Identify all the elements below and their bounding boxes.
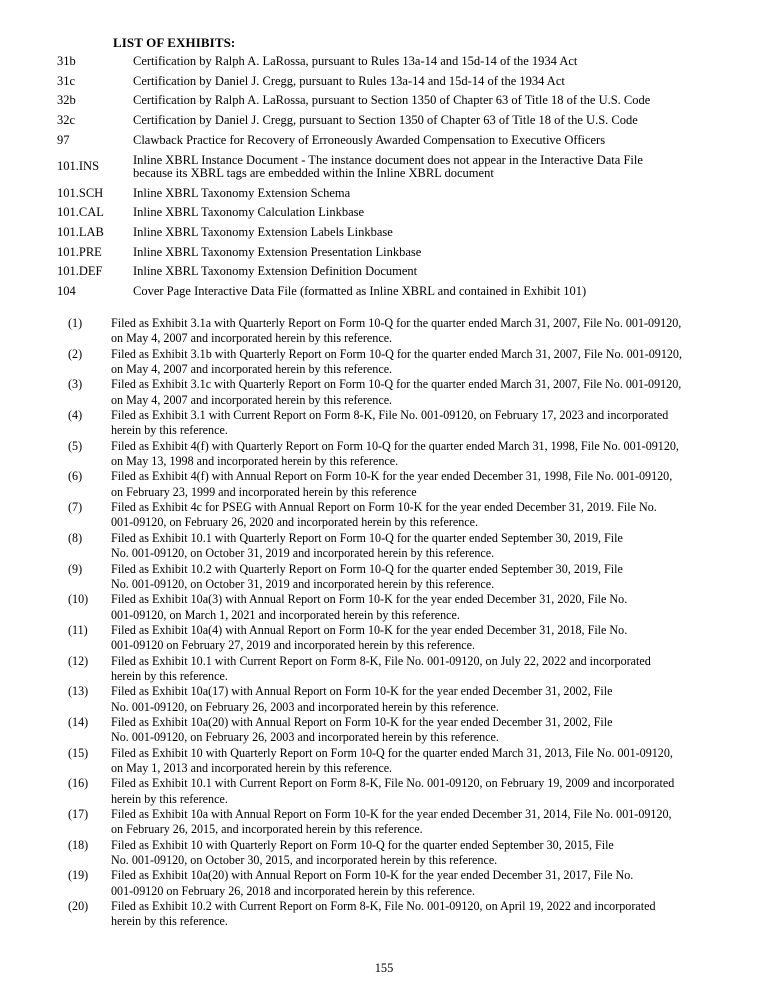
text-line: Filed as Exhibit 10a(4) with Annual Report on Form 10-K for the year ended December 31, 2018, File No. [111,622,628,637]
exhibit-row [57,285,747,298]
footnote-number: (3) [68,377,83,392]
text-line: on May 4, 2007 and incorporated herein by this reference. [111,331,393,346]
exhibit-number: 101.SCH [57,185,104,200]
footnote-item [68,562,754,593]
footnote-text [111,807,754,838]
footnote-number: (5) [68,438,83,453]
footnote-item [68,684,754,715]
footnote-number: (15) [68,745,89,760]
exhibit-description [133,75,733,88]
exhibit-number: 97 [57,132,70,147]
text-line: Filed as Exhibit 10 with Quarterly Report on Form 10-Q for the quarter ended March 31, 2013, File No. 001-09120, [111,745,673,760]
footnote-item [68,377,754,408]
text-line: Filed as Exhibit 10.1 with Quarterly Report on Form 10-Q for the quarter ended September 30, 2019, File [111,530,623,545]
text-line: herein by this reference. [111,791,228,806]
footnote-number: (7) [68,500,83,515]
text-line: on May 4, 2007 and incorporated herein by this reference. [111,362,393,377]
footnote-item [68,868,754,899]
exhibit-number: 32c [57,113,76,128]
exhibit-description [133,206,733,219]
text-line: No. 001-09120, on February 26, 2003 and incorporated herein by this reference. [111,699,499,714]
exhibit-description [133,265,733,278]
footnote-number: (20) [68,899,89,914]
text-line: No. 001-09120, on October 30, 2015, and incorporated herein by this reference. [111,853,498,868]
text-line: Inline XBRL Taxonomy Extension Definition Document [133,264,418,279]
footnote-number: (6) [68,469,83,484]
text-line: because its XBRL tags are embedded within the Inline XBRL document [133,165,494,180]
footnote-text [111,715,754,746]
text-line: Filed as Exhibit 10.1 with Current Report on Form 8-K, File No. 001-09120, on July 22, 2022 and incorporated [111,653,651,668]
exhibit-number: 101.CAL [57,205,104,220]
footnote-number: (4) [68,408,83,423]
text-line: 001-09120 on February 26, 2018 and incorporated herein by this reference. [111,883,476,898]
footnote-number: (16) [68,776,89,791]
exhibit-row [57,154,747,181]
exhibit-row [57,75,747,88]
footnote-item [68,654,754,685]
footnote-number: (18) [68,837,89,852]
footnote-text [111,868,754,899]
text-line: 001-09120 on February 27, 2019 and incorporated herein by this reference. [111,638,476,653]
exhibit-row [57,94,747,107]
footnote-text [111,531,754,562]
footnote-text [111,746,754,777]
footnote-number: (19) [68,868,89,883]
exhibit-description [133,187,733,200]
exhibit-description [133,55,733,68]
text-line: Filed as Exhibit 10a(3) with Annual Report on Form 10-K for the year ended December 31, 2020, File No. [111,592,628,607]
text-line: Inline XBRL Instance Document - The instance document does not appear in the Interactive Data File [133,152,643,167]
footnote-text [111,377,754,408]
text-line: Filed as Exhibit 10 with Quarterly Report on Form 10-Q for the quarter ended September 30, 2015, File [111,837,614,852]
footnote-number: (9) [68,561,83,576]
footnote-item [68,623,754,654]
page-number: 155 [374,961,394,975]
footnote-item [68,439,754,470]
footnote-item [68,899,754,930]
footnote-text [111,469,754,500]
text-line: Filed as Exhibit 4(f) with Quarterly Report on Form 10-Q for the quarter ended March 31, 1998, File No. 001-09120, [111,438,679,453]
text-line: Certification by Ralph A. LaRossa, pursuant to Section 1350 of Chapter 63 of Title 18 of the U.S. Code [133,93,651,108]
footnote-item [68,500,754,531]
text-line: herein by this reference. [111,423,228,438]
footnote-text [111,500,754,531]
footnote-text [111,316,754,347]
text-line: No. 001-09120, on October 31, 2019 and incorporated herein by this reference. [111,546,495,561]
footnote-text [111,654,754,685]
exhibit-number: 104 [57,284,76,299]
footnote-item [68,469,754,500]
exhibits-title: LIST OF EXHIBITS: [113,35,236,50]
exhibit-number: 101.INS [57,159,100,174]
text-line: Certification by Daniel J. Cregg, pursuant to Rules 13a-14 and 15d-14 of the 1934 Act [133,73,565,88]
text-line: Certification by Daniel J. Cregg, pursuant to Section 1350 of Chapter 63 of Title 18 of the U.S. Code [133,113,638,128]
footnote-text [111,439,754,470]
footnote-text [111,776,754,807]
footnote-item [68,746,754,777]
footnote-text [111,347,754,378]
text-line: 001-09120, on February 26, 2020 and incorporated herein by this reference. [111,515,479,530]
text-line: Filed as Exhibit 10a(20) with Annual Report on Form 10-K for the year ended December 31, 2002, File [111,714,613,729]
text-line: Filed as Exhibit 3.1b with Quarterly Report on Form 10-Q for the quarter ended March 31, 2007, File No. 001-09120, [111,346,682,361]
footnote-text [111,408,754,439]
footnote-text [111,899,754,930]
footnote-text [111,684,754,715]
exhibit-row [57,246,747,259]
exhibit-description [133,285,733,298]
exhibit-row [57,55,747,68]
text-line: 001-09120, on March 1, 2021 and incorporated herein by this reference. [111,607,460,622]
footnote-text [111,838,754,869]
exhibit-row [57,114,747,127]
exhibit-list [57,55,747,305]
footnote-text [111,623,754,654]
text-line: Inline XBRL Taxonomy Extension Schema [133,185,351,200]
exhibit-row [57,187,747,200]
text-line: Filed as Exhibit 10a(17) with Annual Report on Form 10-K for the year ended December 31, 2002, File [111,684,613,699]
text-line: Inline XBRL Taxonomy Calculation Linkbase [133,205,365,220]
text-line: Filed as Exhibit 4(f) with Annual Report on Form 10-K for the year ended December 31, 1998, File No. 001-09120, [111,469,673,484]
footnote-item [68,531,754,562]
text-line: herein by this reference. [111,668,228,683]
exhibit-row [57,134,747,147]
footnote-item [68,316,754,347]
footnote-text [111,592,754,623]
text-line: Filed as Exhibit 4c for PSEG with Annual Report on Form 10-K for the year ended December 31, 2019. File No. [111,500,657,515]
text-line: on May 13, 1998 and incorporated herein by this reference. [111,454,399,469]
text-line: on February 26, 2015, and incorporated herein by this reference. [111,822,423,837]
footnote-number: (13) [68,684,89,699]
footnote-item [68,838,754,869]
exhibit-number: 31b [57,54,76,68]
exhibit-row [57,206,747,219]
footnote-number: (12) [68,653,89,668]
text-line: Filed as Exhibit 10a with Annual Report on Form 10-K for the year ended December 31, 2014, File No. 001-09120, [111,807,672,821]
footnote-number: (8) [68,530,83,545]
exhibit-description [133,94,733,107]
exhibit-description [133,226,733,239]
text-line: on May 4, 2007 and incorporated herein by this reference. [111,392,393,407]
footnote-item [68,592,754,623]
exhibit-row [57,226,747,239]
footnote-item [68,715,754,746]
text-line: No. 001-09120, on February 26, 2003 and incorporated herein by this reference. [111,730,499,745]
text-line: Filed as Exhibit 3.1 with Current Report on Form 8-K, File No. 001-09120, on February 17, 2023 and incorporated [111,408,669,423]
footnote-number: (11) [68,622,88,637]
text-line: Filed as Exhibit 10.1 with Current Report on Form 8-K, File No. 001-09120, on February 19, 2009 and incorporated [111,776,675,791]
exhibit-description [133,154,733,181]
footnote-item [68,408,754,439]
text-line: Clawback Practice for Recovery of Erroneously Awarded Compensation to Executive Officers [133,132,606,147]
exhibit-description [133,134,733,147]
text-line: No. 001-09120, on October 31, 2019 and incorporated herein by this reference. [111,576,495,591]
footnote-item [68,776,754,807]
exhibit-number: 101.DEF [57,264,103,279]
footnote-number: (14) [68,714,89,729]
text-line: Filed as Exhibit 3.1a with Quarterly Report on Form 10-Q for the quarter ended March 31, 2007, File No. 001-09120, [111,316,682,330]
footnote-number: (10) [68,592,89,607]
footnote-text [111,562,754,593]
exhibit-number: 32b [57,93,76,108]
footnote-item [68,807,754,838]
text-line: on February 23, 1999 and incorporated herein by this reference [111,484,417,499]
footnote-number: (1) [68,316,83,330]
footnote-item [68,347,754,378]
exhibit-number: 101.LAB [57,225,104,240]
text-line: on May 1, 2013 and incorporated herein by this reference. [111,760,393,775]
footnote-list [68,316,754,930]
text-line: Inline XBRL Taxonomy Extension Labels Linkbase [133,225,393,240]
exhibit-description [133,114,733,127]
footnote-number: (17) [68,807,89,821]
exhibit-number: 31c [57,73,76,88]
exhibit-number: 101.PRE [57,244,102,259]
text-line: Cover Page Interactive Data File (formatted as Inline XBRL and contained in Exhibit 101) [133,284,587,299]
exhibit-description [133,246,733,259]
exhibit-row [57,265,747,278]
text-line: herein by this reference. [111,914,228,929]
text-line: Filed as Exhibit 10.2 with Current Report on Form 8-K, File No. 001-09120, on April 19, 2022 and incorporated [111,899,656,914]
text-line: Filed as Exhibit 10a(20) with Annual Report on Form 10-K for the year ended December 31, 2017, File No. [111,868,634,883]
text-line: Filed as Exhibit 3.1c with Quarterly Report on Form 10-Q for the quarter ended March 31, 2007, File No. 001-09120, [111,377,682,392]
footnote-number: (2) [68,346,83,361]
text-line: Inline XBRL Taxonomy Extension Presentation Linkbase [133,244,422,259]
text-line: Certification by Ralph A. LaRossa, pursuant to Rules 13a-14 and 15d-14 of the 1934 Act [133,54,578,68]
text-line: Filed as Exhibit 10.2 with Quarterly Report on Form 10-Q for the quarter ended September 30, 2019, File [111,561,623,576]
